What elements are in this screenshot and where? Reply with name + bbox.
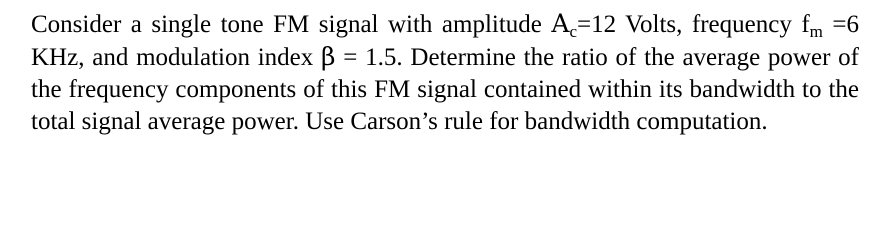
amplitude-symbol: A xyxy=(551,9,570,38)
frequency-symbol: f xyxy=(801,11,810,38)
problem-text-part4: = 1.5. Determine the ratio of the average power of the frequency components of this FM signal contained within its bandwidth to the total signal average power. Use Carson’s rule for bandwidth computation. xyxy=(31,44,859,135)
amplitude-subscript: c xyxy=(569,22,578,41)
problem-text-part2: =12 Volts, frequency xyxy=(577,11,802,38)
beta-symbol: β xyxy=(321,42,336,71)
problem-text-part3: =6 KHz, and modulation index xyxy=(31,11,859,71)
problem-statement xyxy=(31,8,859,138)
problem-text-part1: Consider a single tone FM signal with amplitude xyxy=(31,11,552,38)
frequency-subscript: m xyxy=(809,22,823,41)
